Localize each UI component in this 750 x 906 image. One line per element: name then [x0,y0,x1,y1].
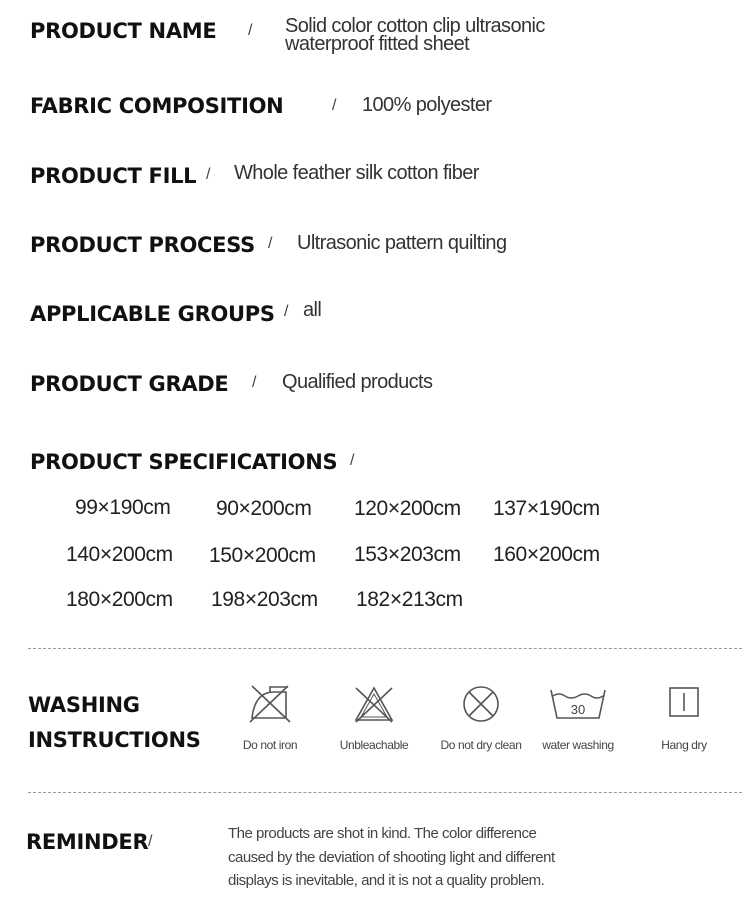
attribute-value-line: Qualified products [282,371,433,393]
separator-slash: / [148,833,153,850]
reminder-line: displays is inevitable, and it is not a quality problem. [228,872,545,889]
attribute-label: APPLICABLE GROUPS [30,302,275,326]
attribute-value-line: 100% polyester [362,94,492,116]
size-option: 182×213cm [356,588,463,611]
do-not-iron-icon [240,682,300,726]
care-label: Unbleachable [339,738,409,752]
separator-slash: / [248,22,253,39]
attribute-label: PRODUCT NAME [30,19,217,43]
size-option: 150×200cm [209,544,316,567]
reminder-line: caused by the deviation of shooting light and different [228,848,555,866]
care-symbol-water-washing [523,682,633,762]
washing-title-line: INSTRUCTIONS [28,728,201,752]
separator-slash: / [350,452,355,469]
separator-slash: / [268,235,273,252]
care-label: Do not iron [242,738,298,752]
attribute-value-line: Whole feather silk cotton fiber [234,162,479,184]
size-option: 140×200cm [66,543,173,566]
separator-slash: / [284,303,289,320]
care-label: water washing [542,738,614,752]
attribute-label: PRODUCT GRADE [30,372,229,396]
separator-slash: / [252,374,257,391]
reminder-label: REMINDER [26,830,149,854]
separator-slash: / [206,166,211,183]
attribute-label: PRODUCT PROCESS [30,233,255,257]
size-option: 160×200cm [493,543,600,566]
wash-temperature: 30 [570,702,586,717]
size-option: 120×200cm [354,497,461,520]
attribute-value-line: Solid color cotton clip ultrasonic [285,15,545,37]
care-label: Do not dry clean [440,738,522,752]
care-symbol-unbleachable [319,682,429,762]
hang-dry-icon [654,682,714,726]
size-option: 90×200cm [216,497,312,520]
dashed-divider [28,648,742,649]
separator-slash: / [332,97,337,114]
attribute-label: FABRIC COMPOSITION [30,94,284,118]
specifications-label: PRODUCT SPECIFICATIONS [30,450,338,474]
reminder-line: The products are shot in kind. The color difference [228,825,537,842]
do-not-dry-clean-icon [451,682,511,726]
attribute-label: PRODUCT FILL [30,164,197,188]
size-option: 99×190cm [75,496,171,519]
size-option: 180×200cm [66,588,173,611]
care-symbol-do-not-iron [215,682,325,762]
attribute-value-line: Ultrasonic pattern quilting [297,232,507,254]
care-label: Hang dry [661,738,707,752]
do-not-bleach-icon [344,682,404,726]
size-option: 198×203cm [211,588,318,611]
attribute-value-line: waterproof fitted sheet [285,33,470,55]
care-symbol-do-not-dry-clean [426,682,536,762]
reminder-text [228,822,648,893]
wash-30-icon [543,682,613,726]
attribute-value-line: all [303,299,322,321]
size-option: 137×190cm [493,497,600,520]
size-option: 153×203cm [354,543,461,566]
dashed-divider [28,792,742,793]
washing-title-line: WASHING [28,693,140,717]
care-symbol-hang-dry [629,682,739,762]
